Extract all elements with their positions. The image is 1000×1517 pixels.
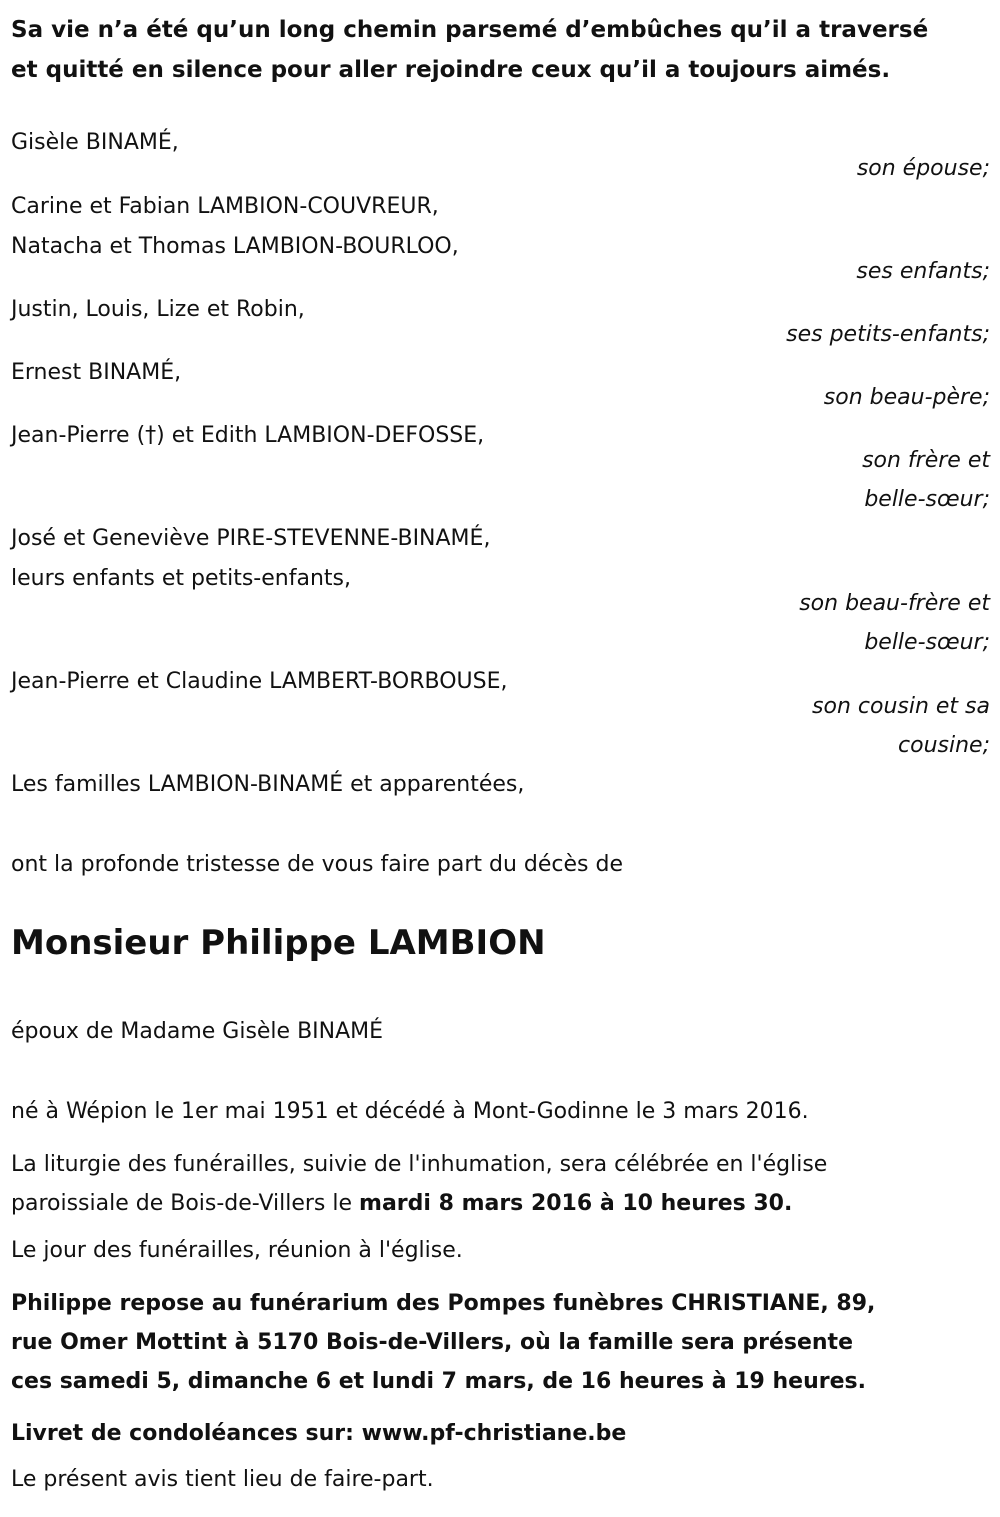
funerarium-line-3: ces samedi 5, dimanche 6 et lundi 7 mars, de 16 heures à 19 heures. [11,1369,866,1394]
family-name: Natacha et Thomas LAMBION-BOURLOO, [11,234,459,259]
family-name: Jean-Pierre (†) et Edith LAMBION-DEFOSSE, [11,423,485,448]
announcement-text: ont la profonde tristesse de vous faire part du décès de [11,852,623,877]
family-name: Ernest BINAMÉ, [11,360,182,385]
epigraph [11,10,996,90]
family-name: Jean-Pierre et Claudine LAMBERT-BORBOUSE, [11,669,508,694]
family-relation: ses enfants; [856,259,990,284]
closing-line: Le présent avis tient lieu de faire-part. [11,1467,434,1492]
family-relation: son beau-frère et [799,591,990,616]
liturgy-line-2 [11,1184,996,1223]
family-name: Justin, Louis, Lize et Robin, [11,297,305,322]
epigraph-line-2: et quitté en silence pour aller rejoindre ceux qu’il a toujours aimés. [11,57,891,83]
spouse-line: époux de Madame Gisèle BINAMÉ [11,1019,384,1044]
liturgy-line-2-text: paroissiale de Bois-de-Villers le [11,1191,360,1216]
liturgy-line-1: La liturgie des funérailles, suivie de l'inhumation, sera célébrée en l'église [11,1152,828,1177]
epigraph-line-1: Sa vie n’a été qu’un long chemin parsemé d’embûches qu’il a traversé [11,17,929,43]
family-relation: son cousin et sa [812,694,990,719]
family-relation: son frère et [862,448,990,473]
liturgy-paragraph [11,1145,996,1223]
family-name: leurs enfants et petits-enfants, [11,566,351,591]
family-relation: belle-sœur; [864,630,990,655]
family-name: Carine et Fabian LAMBION-COUVREUR, [11,194,439,219]
funeral-date-time: mardi 8 mars 2016 à 10 heures 30. [359,1191,793,1216]
family-name: Les familles LAMBION-BINAMÉ et apparentées, [11,772,525,797]
funerarium-paragraph [11,1284,996,1401]
family-relation: cousine; [898,733,990,758]
funerarium-line-2: rue Omer Mottint à 5170 Bois-de-Villers, où la famille sera présente [11,1330,853,1355]
meeting-line: Le jour des funérailles, réunion à l'église. [11,1238,463,1263]
deceased-name: Monsieur Philippe LAMBION [11,923,546,963]
birth-death-line: né à Wépion le 1er mai 1951 et décédé à Mont-Godinne le 3 mars 2016. [11,1099,809,1124]
family-name: José et Geneviève PIRE-STEVENNE-BINAMÉ, [11,526,491,551]
condolences-link[interactable]: Livret de condoléances sur: www.pf-christiane.be [11,1421,627,1446]
family-name: Gisèle BINAMÉ, [11,130,179,155]
family-relation: ses petits-enfants; [786,322,990,347]
funerarium-line-1: Philippe repose au funérarium des Pompes funèbres CHRISTIANE, 89, [11,1291,876,1316]
family-relation: belle-sœur; [864,487,990,512]
family-relation: son épouse; [856,156,990,181]
family-relation: son beau-père; [823,385,990,410]
